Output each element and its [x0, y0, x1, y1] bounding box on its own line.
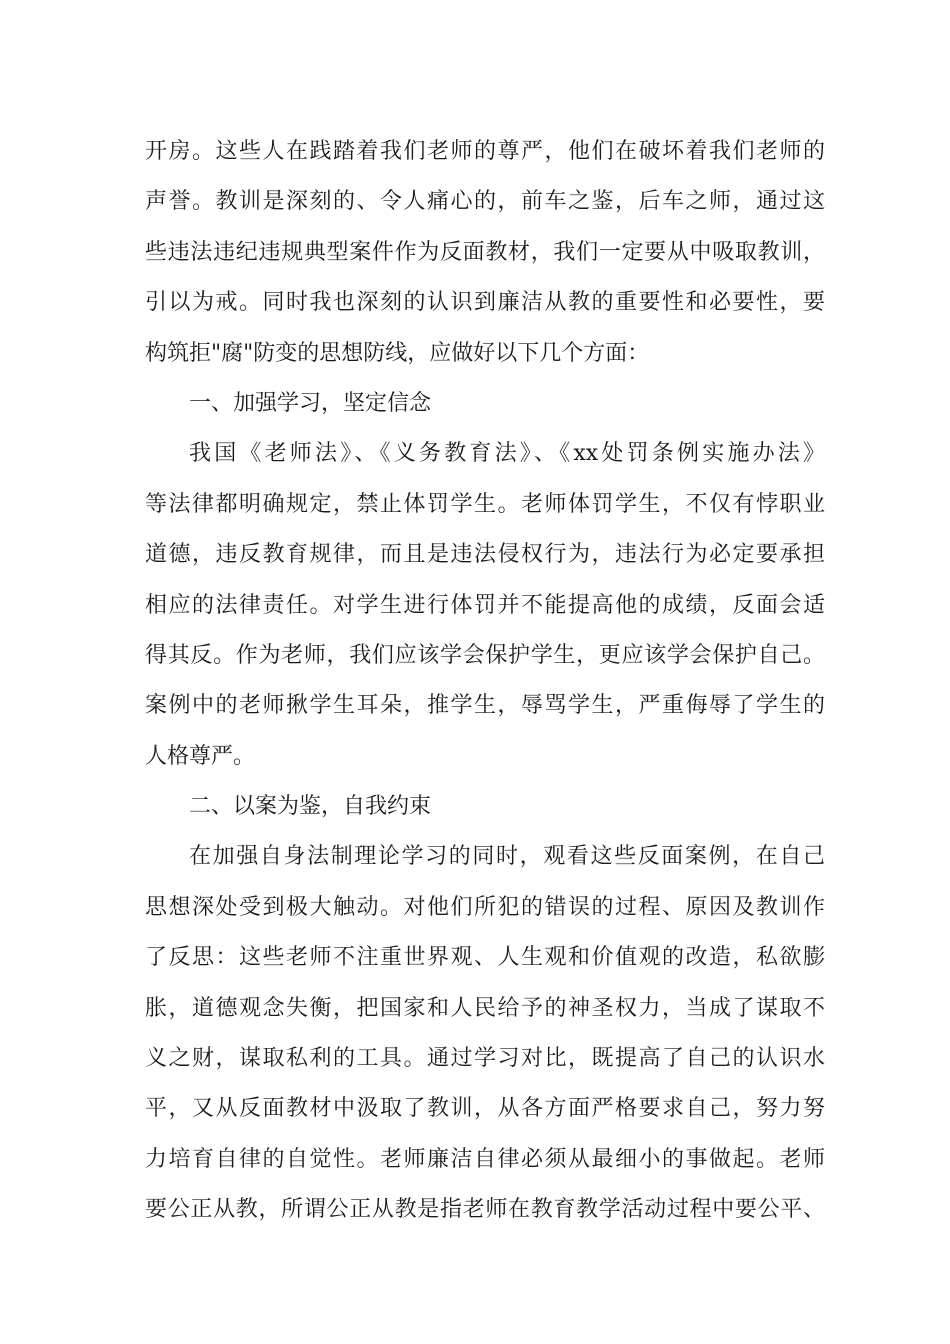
- section-heading-1: 一、加强学习，坚定信念: [189, 390, 432, 416]
- paragraph-line: 思想深处受到极大触动。对他们所犯的错误的过程、原因及教训作: [145, 894, 825, 920]
- paragraph-line: 我国《老师法》、《义务教育法》、《xx处罚条例实施办法》: [189, 441, 825, 467]
- paragraph-line: 些违法违纪违规典型案件作为反面教材，我们一定要从中吸取教训，: [145, 239, 825, 265]
- paragraph-line: 引以为戒。同时我也深刻的认识到廉洁从教的重要性和必要性，要: [145, 290, 825, 316]
- paragraph-line: 义之财，谋取私利的工具。通过学习对比，既提高了自己的认识水: [145, 1046, 825, 1072]
- paragraph-line: 开房。这些人在践踏着我们老师的尊严，他们在破坏着我们老师的: [145, 139, 825, 164]
- paragraph-line: 了反思：这些老师不注重世界观、人生观和价值观的改造，私欲膨: [145, 945, 825, 971]
- paragraph-line: 道德，违反教育规律，而且是违法侵权行为，违法行为必定要承担: [145, 542, 825, 568]
- paragraph-line: 胀，道德观念失衡，把国家和人民给予的神圣权力，当成了谋取不: [145, 995, 825, 1021]
- section-heading-2: 二、以案为鉴，自我约束: [189, 794, 432, 820]
- paragraph-line: 人格尊严。: [145, 743, 256, 769]
- paragraph-line: 相应的法律责任。对学生进行体罚并不能提高他的成绩，反面会适: [145, 592, 825, 618]
- paragraph-line: 平，又从反面教材中汲取了教训，从各方面严格要求自己，努力努: [145, 1096, 825, 1122]
- paragraph-line: 案例中的老师揪学生耳朵，推学生，辱骂学生，严重侮辱了学生的: [145, 693, 825, 719]
- paragraph-line: 得其反。作为老师，我们应该学会保护学生，更应该学会保护自己。: [145, 642, 825, 668]
- document-page: [145, 132, 825, 1241]
- paragraph-line: 构筑拒"腐"防变的思想防线，应做好以下几个方面：: [145, 340, 650, 366]
- paragraph-line: 等法律都明确规定，禁止体罚学生。老师体罚学生，不仅有悖职业: [145, 491, 825, 517]
- paragraph-line: 要公正从教，所谓公正从教是指老师在教育教学活动过程中要公平、: [145, 1197, 825, 1223]
- paragraph-line: 声誉。教训是深刻的、令人痛心的，前车之鉴，后车之师，通过这: [145, 189, 825, 215]
- paragraph-line: 力培育自律的自觉性。老师廉洁自律必须从最细小的事做起。老师: [145, 1146, 825, 1172]
- paragraph-line: 在加强自身法制理论学习的同时，观看这些反面案例，在自己: [189, 844, 825, 870]
